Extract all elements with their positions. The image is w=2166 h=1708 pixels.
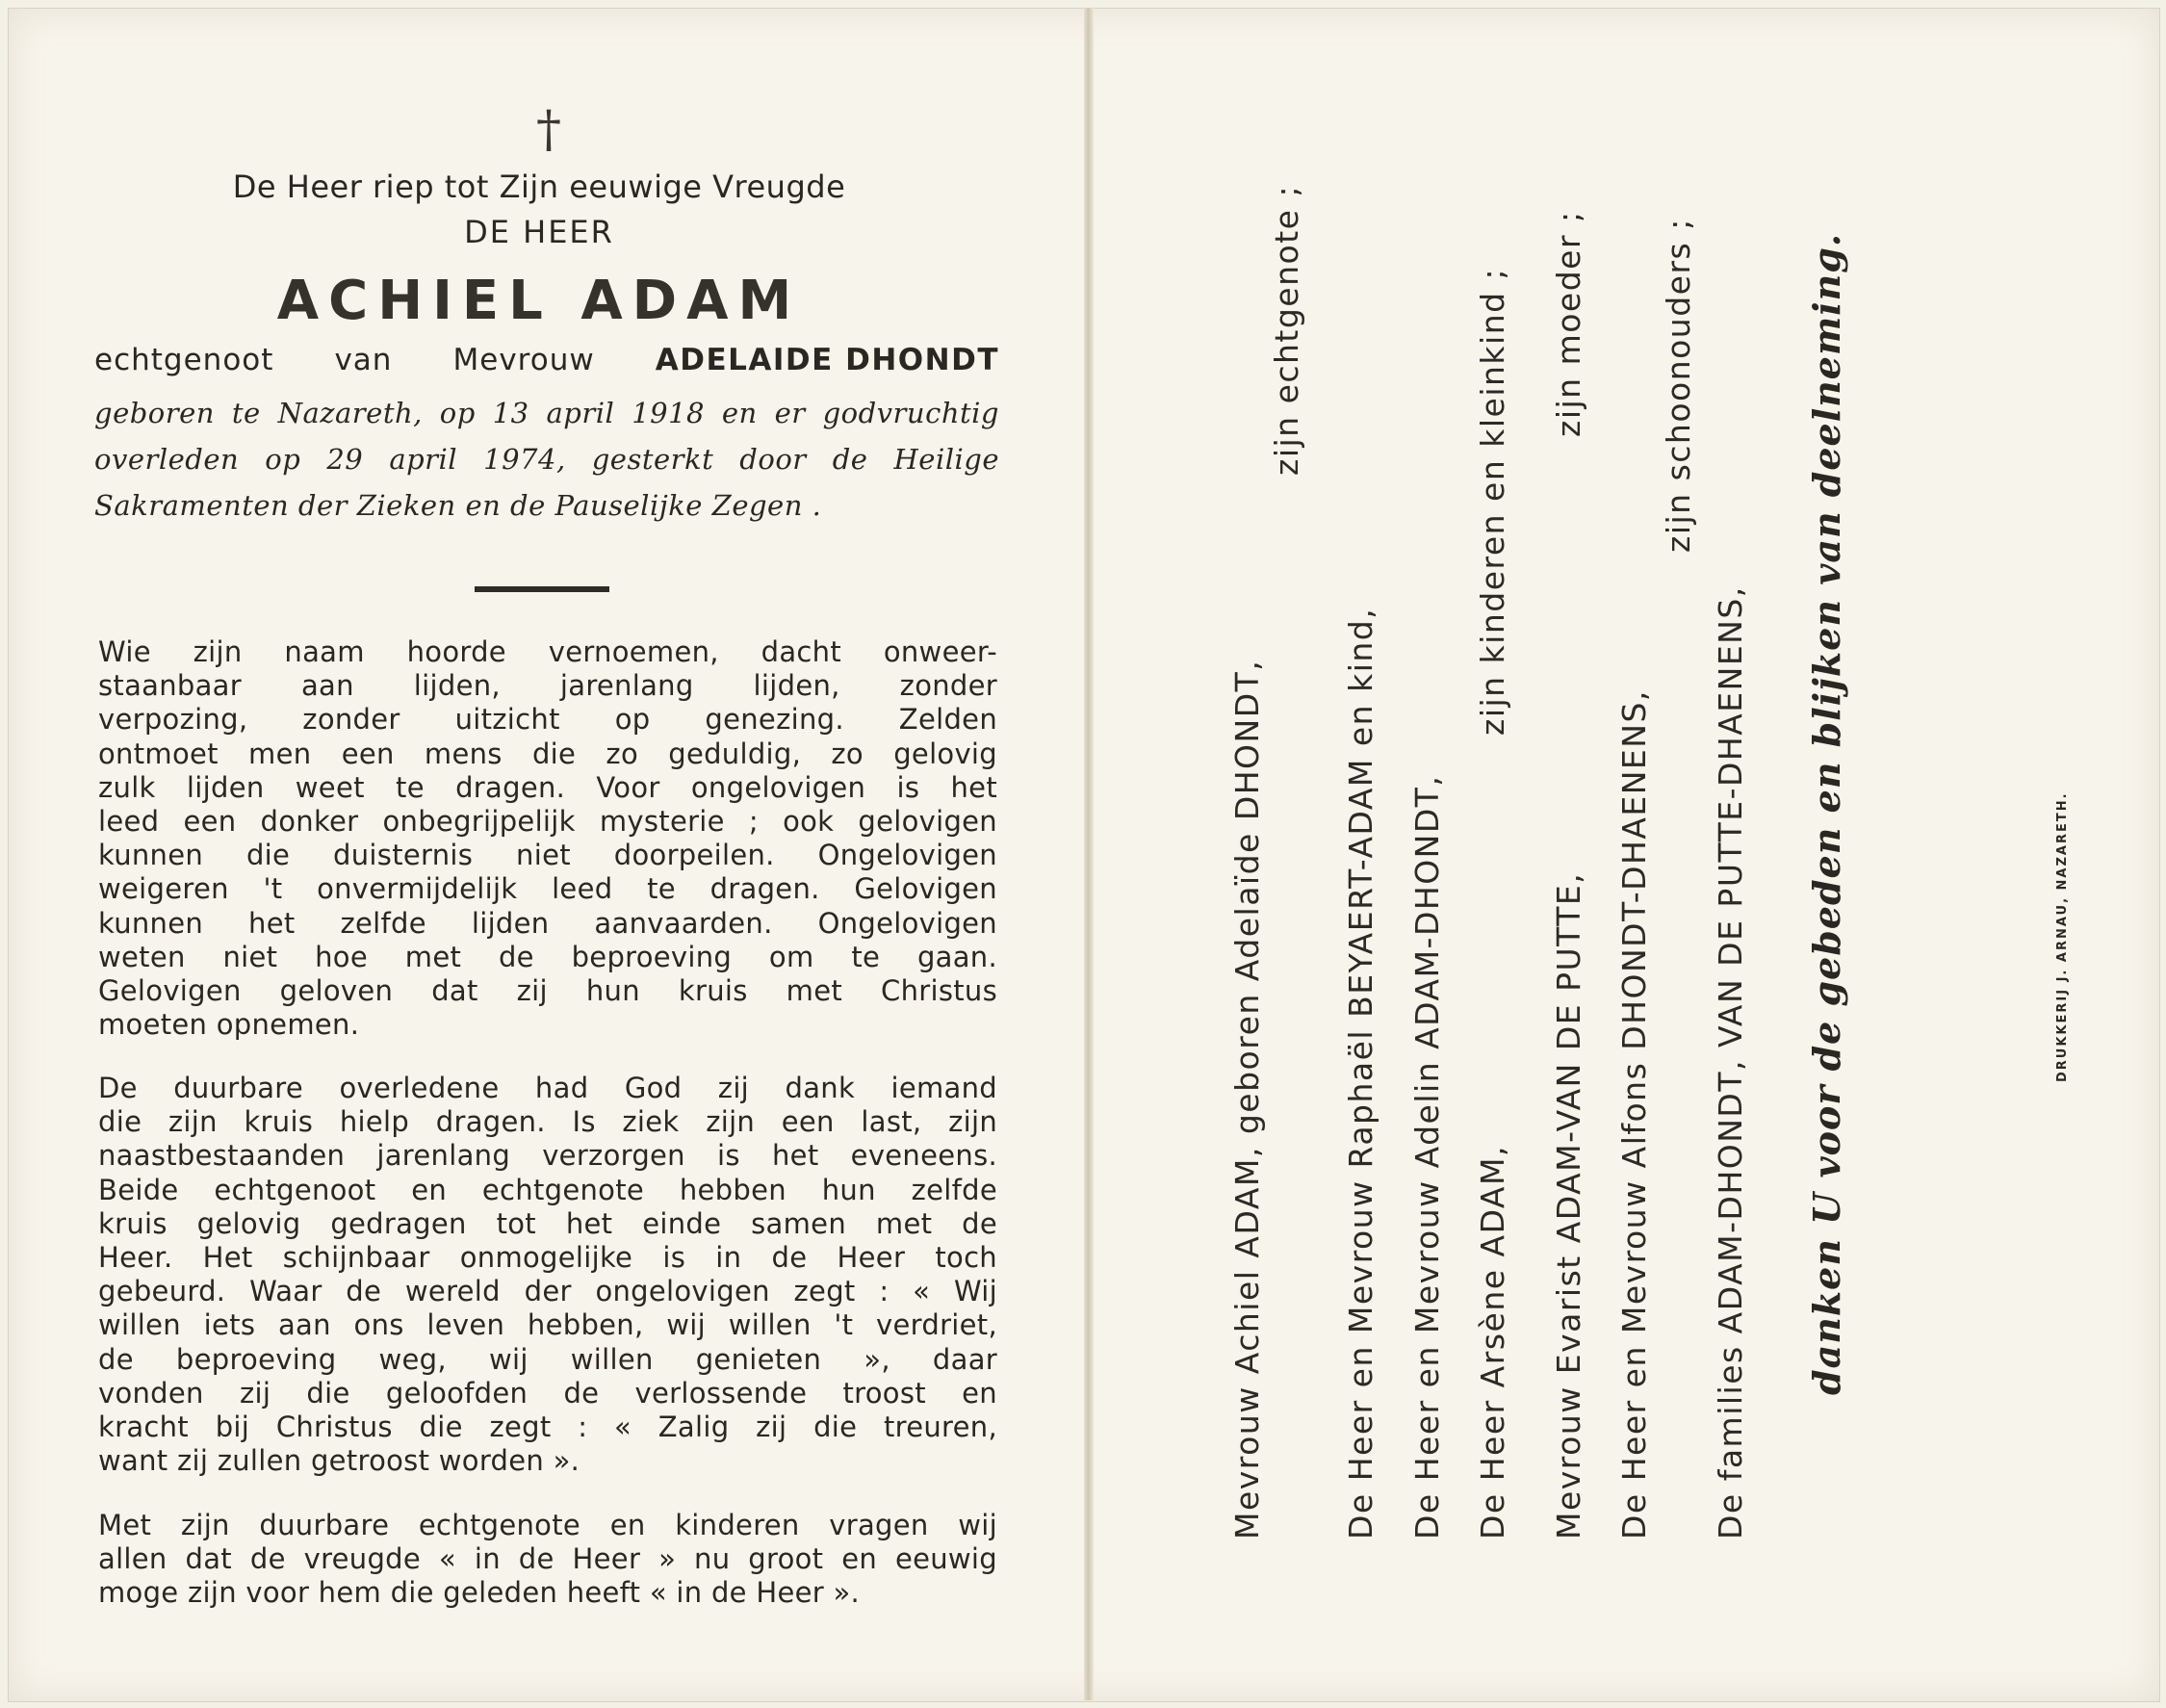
mourner-relation: zijn kinderen en kleinkind ; bbox=[1474, 267, 1511, 736]
text-line: De duurbare overledene had God zij dank iemand bbox=[98, 1072, 997, 1104]
printer-imprint: DRUKKERIJ J. ARNAU, NAZARETH. bbox=[2055, 791, 2070, 1082]
mourner-line: Mevrouw Evarist ADAM-VAN DE PUTTE, bbox=[1550, 871, 1587, 1540]
card-fold bbox=[1084, 8, 1094, 1700]
text-line: allen dat de vreugde « in de Heer » nu groot en eeuwig bbox=[98, 1542, 997, 1576]
meditation-paragraph-1 bbox=[98, 635, 997, 1042]
text-line: vonden zij die geloofden de verlossende troost en bbox=[98, 1376, 997, 1410]
text-line: kruis gelovig gedragen tot het einde samen met de bbox=[98, 1206, 997, 1240]
meditation-paragraph-2 bbox=[98, 1072, 997, 1478]
text-line: ontmoet men een mens die zo geduldig, zo gelovig bbox=[98, 737, 997, 770]
deceased-name: ACHIEL ADAM bbox=[276, 270, 802, 332]
intro-line: De Heer riep tot Zijn eeuwige Vreugde bbox=[232, 168, 846, 205]
text-line: want zij zullen getroost worden ». bbox=[98, 1444, 580, 1478]
text-line: Gelovigen geloven dat zij hun kruis met Christus bbox=[98, 974, 997, 1008]
mourner-relation: zijn echtgenote ; bbox=[1268, 184, 1305, 476]
spouse-line bbox=[94, 343, 999, 377]
text-line: zulk lijden weet te dragen. Voor ongelovigen is het bbox=[98, 770, 997, 804]
mourner-line: De Heer en Mevrouw Raphaël BEYAERT-ADAM en kind, bbox=[1342, 607, 1380, 1540]
text-line: naastbestaanden jarenlang verzorgen is het eveneens. bbox=[98, 1139, 997, 1173]
birth-line: Sakramenten der Zieken en de Pauselijke Zegen . bbox=[94, 489, 822, 522]
text-line: staanbaar aan lijden, jarenlang lijden, zonder bbox=[98, 669, 997, 703]
text-line: moge zijn voor hem die geleden heeft « in de Heer ». bbox=[98, 1576, 861, 1610]
mourner-line bbox=[1228, 660, 1267, 1540]
text-line: Heer. Het schijnbaar onmogelijke is in de Heer toch bbox=[98, 1241, 997, 1275]
text-line: Beide echtgenoot en echtgenote hebben hun zelfde bbox=[98, 1173, 997, 1206]
mourner-relation: zijn schoonouders ; bbox=[1660, 218, 1697, 553]
text-line: verpozing, zonder uitzicht op genezing. Zelden bbox=[98, 703, 997, 737]
thanks-line: danken U voor de gebeden en blijken van deelneming. bbox=[1805, 232, 1848, 1395]
text-line: willen iets aan ons leven hebben, wij willen 't verdriet, bbox=[98, 1308, 997, 1342]
text-line: leed een donker onbegrijpelijk mysterie ; ook gelovigen bbox=[98, 805, 997, 839]
birth-line: geboren te Nazareth, op 13 april 1918 en er godvruchtig bbox=[94, 397, 999, 429]
text-line: de beproeving weg, wij willen genieten », daar bbox=[98, 1342, 997, 1376]
spouse-word: echtgenoot bbox=[94, 343, 274, 377]
text-line: weigeren 't onvermijdelijk leed te dragen. Gelovigen bbox=[98, 872, 997, 906]
mourner-line: De Heer en Mevrouw Adelin ADAM-DHONDT, bbox=[1408, 774, 1446, 1540]
text-line: weten niet hoe met de beproeving om te gaan. bbox=[98, 940, 997, 973]
text-line: gebeurd. Waar de wereld der ongelovigen zegt : « Wij bbox=[98, 1275, 997, 1308]
mourner-line: De Heer en Mevrouw Alfons DHONDT-DHAENENS, bbox=[1615, 689, 1653, 1540]
text-line: Met zijn duurbare echtgenote en kinderen vragen wij bbox=[98, 1509, 997, 1541]
title-prefix: DE HEER bbox=[464, 214, 614, 250]
cross-icon bbox=[501, 101, 597, 159]
mourner-relation: zijn moeder ; bbox=[1550, 210, 1587, 437]
divider bbox=[475, 586, 609, 592]
text-line: kracht bij Christus die zegt : « Zalig zij die treuren, bbox=[98, 1410, 997, 1444]
text-line: kunnen die duisternis niet doorpeilen. Ongelovigen bbox=[98, 839, 997, 872]
text-line: die zijn kruis hielp dragen. Is ziek zijn een last, zijn bbox=[98, 1105, 997, 1139]
spouse-word: Mevrouw bbox=[452, 343, 595, 377]
mourner-name: Mevrouw Achiel ADAM, geboren Adelaïde DHONDT, bbox=[1228, 659, 1266, 1540]
spouse-word: van bbox=[334, 343, 393, 377]
text-line: Wie zijn naam hoorde vernoemen, dacht onweer- bbox=[98, 635, 997, 668]
mourner-line: De families ADAM-DHONDT, VAN DE PUTTE-DHAENENS, bbox=[1712, 585, 1749, 1540]
birth-line: overleden op 29 april 1974, gesterkt door de Heilige bbox=[94, 443, 999, 476]
meditation-paragraph-3 bbox=[98, 1509, 997, 1611]
text-line: moeten opnemen. bbox=[98, 1008, 360, 1042]
text-line: kunnen het zelfde lijden aanvaarden. Ongelovigen bbox=[98, 906, 997, 940]
spouse-name: ADELAIDE DHONDT bbox=[655, 343, 999, 377]
mourner-line: De Heer Arsène ADAM, bbox=[1474, 1145, 1511, 1540]
